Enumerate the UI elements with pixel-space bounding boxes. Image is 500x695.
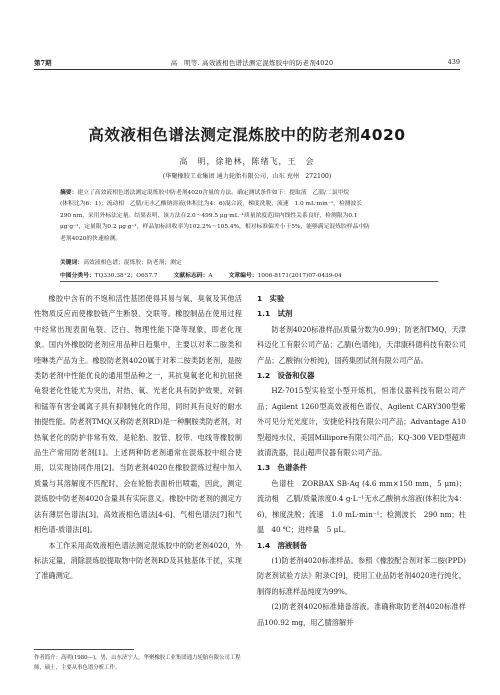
body-paragraph: 色谱柱 ZORBAX SB-Aq (4.6 mm×150 mm，5 μm)；流动相 乙腈/质量浓度0.4 g·L⁻¹无水乙酸钠水溶液(体积比为4：6)，梯度洗脱；流速 1.0 mL·min⁻¹；检测波长 290 nm；柱温 40 ℃；进样量 5 μL。 [257,478,466,535]
running-title: 高 明等. 高效液相色谱法测定混炼胶中的防老剂4020 [170,58,334,67]
article-id: 文章编号：1006-8171(2017)07-0439-04 [228,273,342,279]
body-paragraph: (1)防老剂4020标准样品。参照《橡胶配合剂对苯二胺(PPD)防老剂试验方法》附录C[9]，使用工业品防老剂4020进行纯化，制得的标准样品纯度为99%。 [257,555,466,596]
abstract-line: μg·g⁻¹，定量限为0.2 μg·g⁻¹，样品加标回收率为102.2%～105.4%，相对标准偏差小于5%，能够满足混炼胶样品中防 [60,224,370,231]
document-code: 文献标志码：A [173,273,213,279]
section-heading: 1.1 试剂 [257,309,293,319]
abstract-line: 290 nm，采用外标法定量。结果表明，该方法在2.0～499.5 μg·mL⁻¹质量浓度范围内线性关系良好，检测限为0.1 [60,212,358,219]
header-divider [34,69,460,70]
author-list: 高 明，徐艳林，陈绪飞，王 会 [179,157,315,166]
affiliation: (华聚橡胶工业集团 通力轮胎有限公司，山东 兖州 272100) [162,173,332,180]
body-paragraph: 橡胶中含有的不饱和活性基团使得其易与氧、臭氧及其他活性物质反应而使橡胶链产生断裂、交联等。橡胶制品在使用过程中经常出现表面龟裂、泛白、物理性能下降等现象，即老化现象。国内外橡胶防老剂应用品种日趋集中，主要以对苯二胺类和喹啉类产品为主。橡胶防老剂4020属于对苯二胺类防老剂，是胺类防老剂中性能优良的通用型品种之一，其抗臭氧老化和抗屈挠龟裂老化性能尤为突出，对热、氧、光老化具有防护效果，对铜和锰等有害金属离子具有抑制钝化的作用，同时具有良好的耐水抽提性能。防老剂TMQ(又称防老剂RD)是一种酮胺类防老剂，对热氧老化的防护非常有效，是轮胎、胶管、胶带、电线等橡胶制品生产常用防老剂[1]。上述两种防老剂通常在混炼胶中组合使用，以实现协同作用[2]。当防老剂4020在橡胶混炼过程中加入质量与其溶解度不匹配时，会在轮胎表面析出喷霜，因此，测定混炼胶中防老剂4020含量具有实际意义。橡胶中防老剂的测定方法有薄层色谱法[3]、高效液相色谱法[4-6]、气相色谱法[7]和气相色谱-质谱法[8]。 [34,294,242,535]
issue-label: 第7期 [34,58,52,67]
running-header [34,56,460,68]
section-heading: 1.2 设备和仪器 [257,371,315,381]
classification-line [60,270,438,279]
paper-title: 高效液相色谱法测定混炼胶中的防老剂4020 [88,126,406,144]
author-footnote: 作者简介：高明(1980—)，男，山东济宁人，华聚橡胶工业集团通力轮胎有限公司工程师，硕士，主要从事色谱分析工作。 [34,655,241,671]
footnote-divider [34,649,134,650]
right-column [257,291,466,630]
page-number: 439 [447,58,460,66]
keywords [60,257,438,266]
keywords-label: 关键词： [60,260,84,266]
keywords-text: 高效液相色谱；混炼胶；防老剂；测定 [83,260,182,266]
body-paragraph: (2)防老剂4020标准储备溶液。准确称取防老剂4020标准样品100.92 mg，用乙腈溶解并 [257,602,466,627]
abstract-label: 摘要： [60,190,78,196]
body-paragraph: HZ-7015型实验室小型开炼机，恒准仪器科技有限公司产品；Agilent 1260型高效液相色谱仪，Agilent CARY300型紫外可见分光光度计，安捷伦科技有限公司产品；Advantage A10型超纯水仪，美国Millipore有限公司产品；KQ-300 VED型超声波清洗器，昆山超声仪器有限公司产品。 [257,386,466,458]
section-heading: 1.3 色谱条件 [257,463,308,473]
section-heading: 1.4 溶液制备 [257,540,308,550]
body-paragraph: 防老剂4020标准样品(质量分数为0.99)；防老剂TMQ，天津科迈化工有限公司产品；乙腈(色谱纯)，天津康科德科技有限公司产品；乙酸钠(分析纯)，国药集团试剂有限公司产品。 [257,324,466,365]
abstract-line: (体积比为6：1)；流动相 乙腈/无水乙酸钠溶液(体积比为4：6)混合液，梯度洗脱，流速 1.0 mL·min⁻¹，检测波长 [60,201,363,208]
abstract-line: 摘要：建立了高效液相色谱法测定混炼胶中防老剂4020含量的方法。确定测试条件如下：提取液 乙腈/二氯甲烷 [60,190,350,196]
abstract-divider [60,281,438,282]
abstract-line: 老剂4020的快速检测。 [60,235,122,242]
left-column [34,291,242,584]
body-paragraph: 本工作采用高效液相色谱法测定混炼胶中的防老剂4020，外标法定量，消除混炼胶提取物中防老剂RD及其他基体干扰，实现了准确测定。 [34,540,242,581]
section-heading: 1 实验 [257,294,285,303]
clc-number: 中图分类号：TQ330.38⁺2；O657.7 [60,273,158,279]
abstract [60,188,438,245]
